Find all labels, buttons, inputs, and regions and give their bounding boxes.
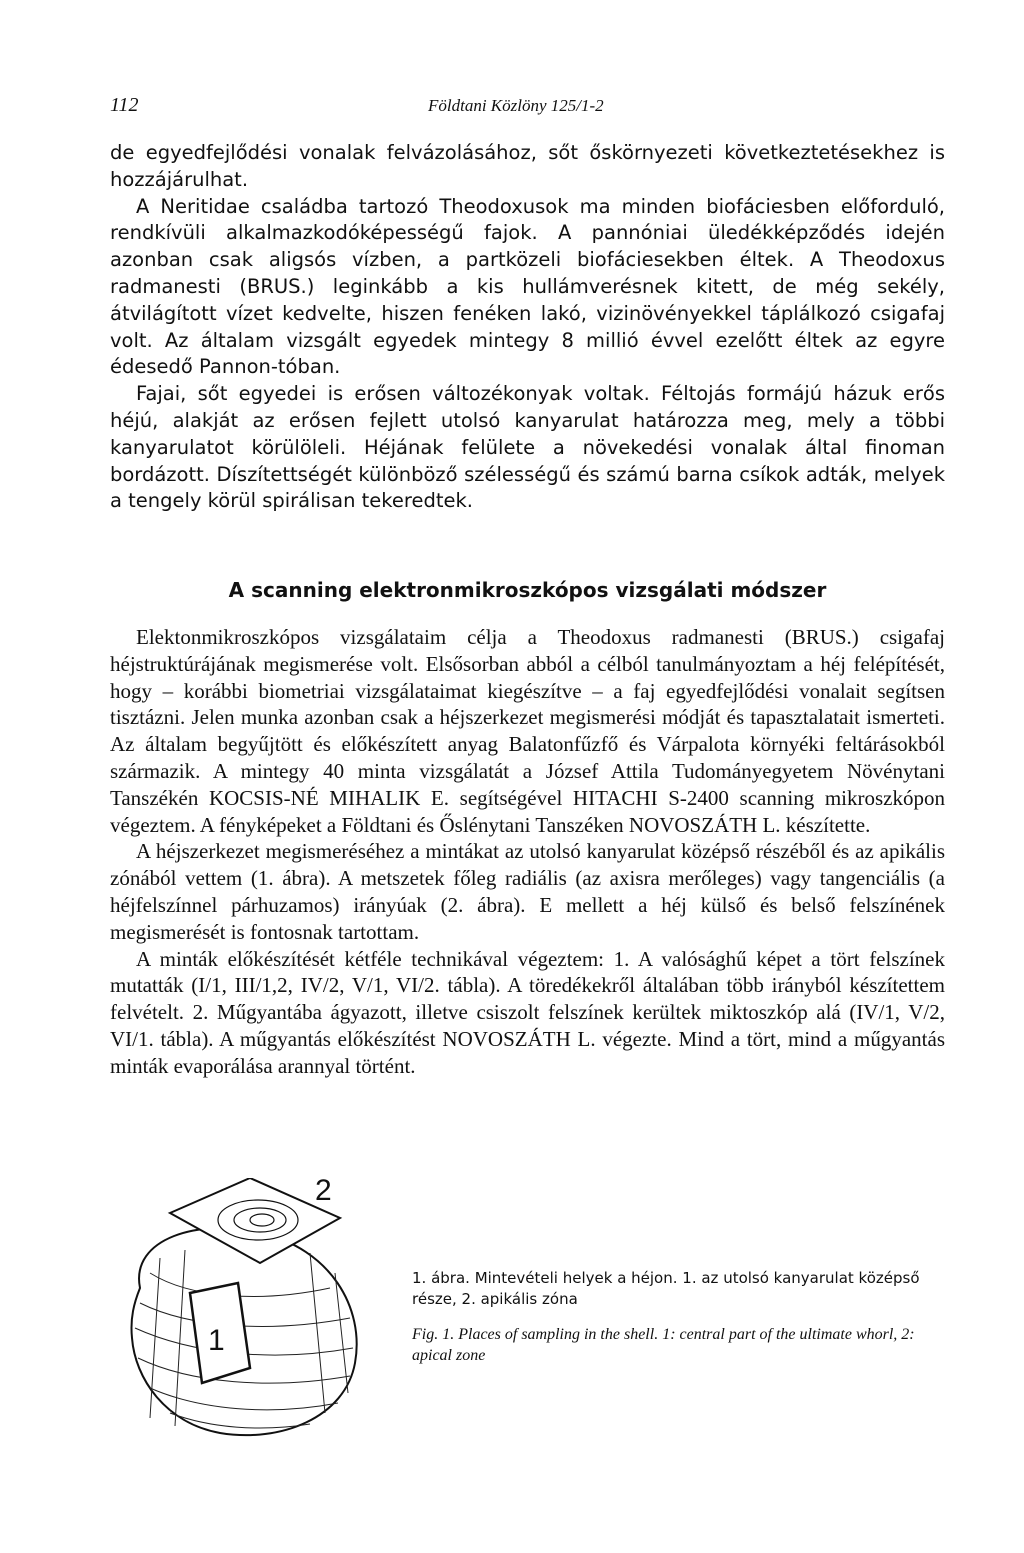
method-text xyxy=(110,624,945,1080)
page-header xyxy=(110,94,940,118)
shell-figure xyxy=(110,1178,380,1448)
paragraph: de egyedfejlődési vonalak felvázolásához, sőt őskörnyezeti következtetésekhez is hozzájárulhat. xyxy=(110,141,945,191)
journal-title: Földtani Közlöny 125/1-2 xyxy=(428,96,604,115)
figure-label-2: 2 xyxy=(315,1178,332,1207)
section-title: A scanning elektronmikroszkópos vizsgálati módszer xyxy=(228,578,827,602)
paragraph: A minták előkészítését kétféle technikával végeztem: 1. A valósághű képet a tört felszínek mutatták (I/1, III/1,2, IV/2, V/1, VI/2. tábla). A töredékekről általában több irányból készítettem felvételt. 2. Műgyantába ágyazott, illetve csiszolt felszínek kerültek miktoszkóp alá (IV/1, V/2, VI/1. tábla). A műgyantás előkészítést NOVOSZÁTH L. végezte. Mind a tört, mind a műgyantás minták evaporálása arannyal történt. xyxy=(110,946,945,1078)
figure-label-1: 1 xyxy=(208,1324,225,1357)
page-number: 112 xyxy=(110,94,139,116)
figure-caption xyxy=(412,1268,947,1380)
paragraph: A héjszerkezet megismeréséhez a mintákat az utolsó kanyarulat középső részéből és az apikális zónából vettem (1. ábra). A metszetek főleg radiális (az axisra merőleges) vagy tangenciális (a héjfelszínnel párhuzamos) irányúak (2. ábra). E mellett a héj külső és belső felszínének megismerését is fontosnak tartottam. xyxy=(110,839,945,944)
intro-text xyxy=(110,140,945,515)
caption-hungarian: 1. ábra. Mintevételi helyek a héjon. 1. az utolsó kanyarulat középső része, 2. apikális zóna xyxy=(412,1269,920,1308)
caption-english: Fig. 1. Places of sampling in the shell. 1: central part of the ultimate whorl, 2: apical zone xyxy=(412,1326,915,1364)
paragraph: A Neritidae családba tartozó Theodoxusok ma minden biofáciesben előforduló, rendkívüli alkalmazkodóképességű fajok. A pannóniai üledékképződés idején azonban csak aligsós vízben, a partközeli biofáciesekben éltek. A Theodoxus radmanesti (BRUS.) leginkább a kis hullámverésnek kitett, de még sekély, átvilágított vízet kedvelte, hiszen fenéken lakó, vizinövényekkel táplálkozó csigafaj volt. Az általam vizsgált egyedek mintegy 8 millió évvel ezelőtt éltek az egyre édesedő Pannon-tóban. xyxy=(110,194,945,379)
paragraph: Elektonmikroszkópos vizsgálataim célja a Theodoxus radmanesti (BRUS.) csigafaj héjstruktúrájának megismerése volt. Elsősorban abból a célból tanulmányoztam a héj felépítését, hogy – korábbi biometriai vizsgálataimat kiegészítve – a faj egyedfejlődési vonalait segítsen tisztázni. Jelen munka azonban csak a héjszerkezet megismerési módját és tapasztalatait ismerteti. Az általam begyűjtött és előkészített anyag Balatonfűzfő és Várpalota környéki feltárásokból származik. A mintegy 40 minta vizsgálatát a József Attila Tudományegyetem Növénytani Tanszékén KOCSIS-NÉ MIHALIK E. segítségével HITACHI S-2400 scanning mikroszkópon végeztem. A fényképeket a Földtani és Őslénytani Tanszéken NOVOSZÁTH L. készítette. xyxy=(110,625,945,837)
paragraph: Fajai, sőt egyedei is erősen változékonyak voltak. Féltojás formájú házuk erős héjú, alakját az erősen fejlett utolsó kanyarulat határozza meg, mely a többi kanyarulatot körülöleli. Héjának felülete a növekedési vonalak által finoman bordázott. Díszítettségét különböző szélességű és számú barna csíkok adták, melyek a tengely körül spirálisan tekeredtek. xyxy=(110,382,945,513)
